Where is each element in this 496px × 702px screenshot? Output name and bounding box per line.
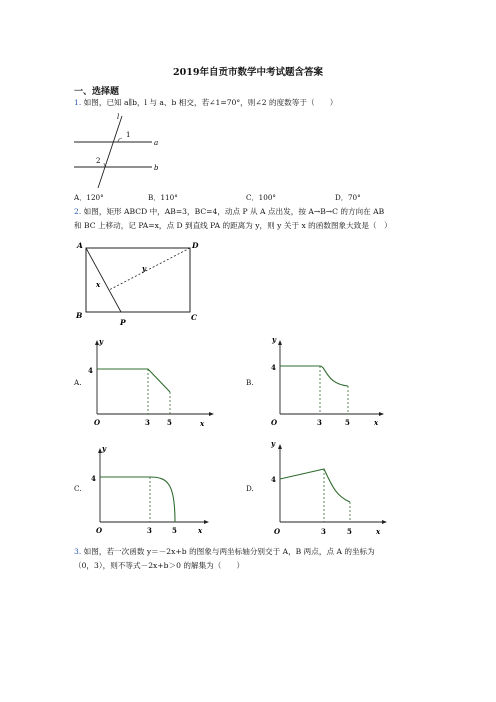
- q1-option-c: C．100°: [246, 193, 276, 202]
- q1-option-b: B．110°: [148, 193, 178, 202]
- x-axis-arrow-icon: [204, 520, 209, 524]
- graph-curve: [280, 366, 348, 386]
- graph-curve: [97, 369, 170, 392]
- y-axis-arrow-icon: [278, 444, 282, 449]
- angle-1-arc: [118, 138, 122, 142]
- point-p: P: [120, 318, 126, 327]
- y-axis-label: y: [271, 439, 276, 448]
- x-tick-5: 5: [167, 418, 172, 427]
- graph-curve: [100, 477, 175, 522]
- y-axis-label: y: [102, 444, 107, 453]
- origin-label: O: [271, 418, 278, 427]
- label-x: x: [96, 280, 101, 289]
- question-2-text-2: 和 BC 上移动，记 PA=x，点 D 到直线 PA 的距离为 y，则 y 关于 x 的函数图象大致是（ ）: [74, 221, 392, 230]
- label-angle-1: 1: [126, 131, 131, 139]
- x-tick-3: 3: [145, 418, 150, 427]
- y-axis-label: y: [99, 337, 104, 346]
- graph-option-d: [266, 436, 396, 536]
- x-axis-label: x: [374, 418, 379, 427]
- label-b: b: [154, 164, 159, 172]
- origin-label: O: [94, 418, 101, 427]
- segment-ap: [86, 248, 121, 312]
- x-axis-arrow-icon: [209, 412, 214, 416]
- question-2-line-1: [74, 205, 474, 219]
- graph-c-label: C.: [74, 484, 82, 493]
- y-axis-label: y: [272, 335, 277, 344]
- perpendicular-from-d: [109, 248, 190, 290]
- x-axis-label: x: [376, 527, 381, 536]
- vertex-c: C: [191, 313, 197, 322]
- question-2-text-1: 如图，矩形 ABCD 中，AB=3，BC=4，动点 P 从 A 点出发，按 A→B→C 的方向在 AB: [83, 207, 385, 216]
- x-tick-5: 5: [172, 526, 177, 535]
- question-2-rectangle-figure: [74, 240, 202, 330]
- q1-option-d: D．70°: [335, 193, 361, 202]
- question-2-number: 2.: [74, 207, 82, 216]
- section-heading: 一、选择题: [74, 87, 120, 97]
- document-title: 2019年自贡市数学中考试题含答案: [173, 67, 323, 78]
- question-3-number: 3.: [74, 547, 82, 556]
- x-tick-5: 5: [345, 418, 350, 427]
- y-axis-arrow-icon: [278, 340, 282, 345]
- x-axis-label: x: [200, 419, 205, 428]
- x-tick-3: 3: [321, 527, 326, 536]
- question-1-figure: [74, 110, 164, 190]
- q1-option-a: A．120°: [74, 193, 104, 202]
- label-a: a: [154, 139, 159, 147]
- origin-label: O: [274, 527, 281, 536]
- x-axis-label: x: [198, 526, 203, 535]
- question-1: [74, 96, 454, 110]
- x-axis-arrow-icon: [382, 520, 387, 524]
- rectangle-abcd: [86, 248, 190, 312]
- x-tick-5: 5: [347, 527, 352, 536]
- graph-d-label: D.: [246, 484, 254, 493]
- x-tick-3: 3: [317, 418, 322, 427]
- question-3-text-1: 如图，若一次函数 y＝－2x+b 的图象与两坐标轴分别交于 A，B 两点，点 A 的坐标为: [83, 547, 375, 556]
- question-3-text-2: （0，3），则不等式－2x+b＞0 的解集为（ ）: [74, 561, 245, 570]
- y-tick-4: 4: [271, 363, 276, 372]
- graph-b-label: B.: [246, 378, 254, 387]
- graph-a-label: A.: [74, 378, 82, 387]
- y-tick-4: 4: [88, 366, 93, 375]
- vertex-d: D: [192, 241, 199, 250]
- y-tick-4: 4: [91, 474, 96, 483]
- label-l: l: [117, 113, 120, 121]
- label-angle-2: 2: [96, 157, 101, 165]
- line-l: [98, 116, 122, 188]
- origin-label: O: [96, 526, 103, 535]
- y-tick-4: 4: [271, 475, 276, 484]
- question-1-number: 1.: [74, 98, 82, 107]
- question-1-text: 如图，已知 a∥b，l 与 a、b 相交，若∠1=70°，则∠2 的度数等于（ ）: [83, 98, 338, 107]
- graph-option-a: [88, 332, 218, 430]
- label-y: y: [142, 264, 147, 273]
- graph-curve: [280, 469, 350, 502]
- x-tick-3: 3: [147, 526, 152, 535]
- graph-option-c: [88, 440, 218, 538]
- vertex-b: B: [76, 311, 83, 320]
- vertex-a: A: [77, 241, 83, 250]
- question-3-line-1: [74, 545, 474, 559]
- x-axis-arrow-icon: [379, 412, 384, 416]
- graph-option-b: [268, 332, 398, 430]
